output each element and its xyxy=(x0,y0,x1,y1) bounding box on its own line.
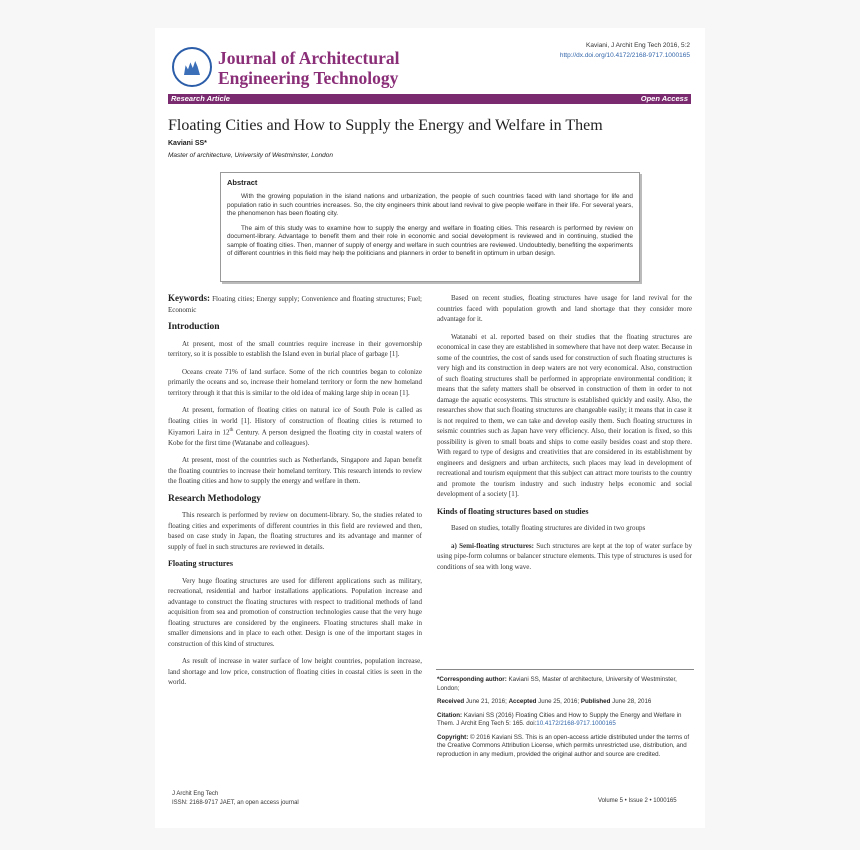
corresponding-author: *Corresponding author: Kaviani SS, Master of architecture, University of Westminster, London; xyxy=(437,676,677,692)
article-type-label: Research Article xyxy=(171,94,230,103)
article-dates: Received June 21, 2016; Accepted June 25, 2016; Published June 28, 2016 xyxy=(437,698,652,705)
doi-link[interactable]: http://dx.doi.org/10.4172/2168-9717.1000165 xyxy=(559,52,690,59)
section-heading-introduction: Introduction xyxy=(168,322,220,332)
footer-issn: ISSN: 2168-9717 JAET, an open access journal xyxy=(172,800,299,806)
citation-text: Kaviani, J Archit Eng Tech 2016, 5:2 xyxy=(586,42,690,49)
footer-journal: J Archit Eng Tech xyxy=(172,791,219,797)
footer-right: Volume 5 • Issue 2 • 1000165 xyxy=(598,798,677,804)
author-affiliation: Master of architecture, University of Westminster, London xyxy=(168,152,333,159)
keywords-label: Keywords: xyxy=(168,293,210,303)
intro-paragraph-4: At present, most of the countries such as Netherlands, Singapore and Japan benefit the floating countries to increase their homeland territory. This research intends to review the floating cities and how to supply the energy and welfare in them. xyxy=(168,456,422,486)
open-access-label: Open Access xyxy=(640,94,688,103)
citation-header xyxy=(560,41,690,61)
article-type-bar xyxy=(168,94,691,104)
left-column xyxy=(168,293,422,695)
journal-title xyxy=(218,48,399,88)
journal-title-line1: Journal of Architectural xyxy=(218,48,400,68)
correspondence-divider xyxy=(436,669,694,670)
right-column xyxy=(437,293,692,579)
subsection-heading-kinds: Kinds of floating structures based on studies xyxy=(437,506,589,516)
abstract-heading: Abstract xyxy=(227,178,258,187)
keywords xyxy=(168,293,422,315)
keywords-text: Floating cities; Energy supply; Convenience and floating structures; Fuel; Economic xyxy=(168,295,422,314)
right-paragraph-2: Watanabi et al. reported based on their studies that the floating structures are economical in case they are established in somewhere that have not deep water. Because in some of the countries, the cost of sands used for construction of such floating structures is very high and its construction in deep waters are not very economical. Also, construction of such floating structures shall be performed in appropriate environmental condition; it means that the safety matters shall be observed in construction of them in order to not damage the aquatic ecosystems. This structure is established quickly and easily. Also, the researches show that such floating structures are changeable easily; it means that in case it is not required to them, we can take and develop easily them. Such floating structures in seismic countries such as Japan have very efficiency. Also, their location is fixed, so this possibility is given to small boats and ships to come easily besides coast and stop there. With regard to type of designs and creativities that are considered in its establishment by engineers and designers and urban architects, such places may lead in development of recreational and tourism equipment that this subject can attract more tourists to the country and promote the tourism industry and such industry helps economic and social development of a society [1]. xyxy=(437,332,692,498)
semi-floating-label: a) Semi-floating structures: xyxy=(451,541,534,550)
author-name: Kaviani SS* xyxy=(168,140,207,147)
floating-structures-paragraph-2: As result of increase in water surface of low height countries, population increase, land shortage and low price, construction of floating cities in coastal cities is seen in the world. xyxy=(168,657,422,687)
correspondence-block xyxy=(437,676,694,759)
article-title: Floating Cities and How to Supply the Energy and Welfare in Them xyxy=(168,117,603,134)
citation-doi-link[interactable]: 10.4172/2168-9717.1000165 xyxy=(536,720,616,727)
citation-block: Citation: Kaviani SS (2016) Floating Cities and How to Supply the Energy and Welfare in Them. J Archit Eng Tech 5: 165. doi:10.4172/2168-9717.1000165 xyxy=(437,711,682,727)
intro-paragraph-3: At present, formation of floating cities on natural ice of South Pole is called as floating cities in world [1]. History of construction of floating cities is returned to Kiyamori Laira in 12th Century. A person designed the floating city in coastal waters of Kobe for the first time (Watanabe and colleagues). xyxy=(168,406,422,447)
semi-floating-paragraph: a) Semi-floating structures: Such structures are kept at the top of water surface by using pipe-form columns or balancer structure elements. This type of structures is used for conditions of sea with long wave. xyxy=(437,541,692,571)
abstract-box xyxy=(220,172,640,282)
footer-left xyxy=(172,790,299,808)
right-paragraph-1: Based on recent studies, floating structures have usage for land revival for the countries faced with population growth and land shortage that they consider more advantage for it. xyxy=(437,294,692,323)
abstract-paragraph-2: The aim of this study was to examine how to supply the energy and welfare in floating cities. This research is performed by review on document-library. Advantage to benefit them and their role in economic and social development is reviewed and in continuing, studied the sample of floating cities. Then, manner of supply of energy and welfare in such countries are reviewed. Undoubtedly, benefiting the experiments of different countries in this field may help the politicians and planners in order to benefit in optimum in urban design. xyxy=(227,225,633,258)
journal-title-line2: Engineering Technology xyxy=(218,68,399,88)
kinds-paragraph: Based on studies, totally floating structures are divided in two groups xyxy=(451,524,646,532)
copyright-block: Copyright: © 2016 Kaviani SS. This is an open-access article distributed under the terms of the Creative Commons Attribution License, which permits unrestricted use, distribution, and reproduction in any medium, provided the original author and source are credited. xyxy=(437,733,690,758)
subsection-heading-floating-structures: Floating structures xyxy=(168,559,233,569)
abstract-paragraph-1: With the growing population in the island nations and urbanization, the people of such countries faced with land shortage for life and population ratio in such countries increases. So, the city engineers think about land revival to give people welfare in their life. For several years, the phenomenon has been floating city. xyxy=(227,193,633,217)
methodology-paragraph: This research is performed by review on document-library. So, the studies related to floating cities and experiments of different countries in this field are reviewed and then, based on case study in Japan, the floating structures and its advantage and manner of supply of fuel in such structures are reviewed in details. xyxy=(168,511,422,551)
journal-logo-icon xyxy=(172,47,212,87)
intro-paragraph-1: At present, most of the small countries require increase in their governorship territory, so it is possible to establish the Island even in burial place of garbage [1]. xyxy=(168,339,422,358)
intro-paragraph-2: Oceans create 71% of land surface. Some of the rich countries began to colonize primarily the oceans and so, increase their homeland territory or form the new homeland territory through it that this is similar to the old idea of making large ship in ocean [1]. xyxy=(168,367,422,397)
section-heading-research-methodology: Research Methodology xyxy=(168,493,261,504)
floating-structures-paragraph-1: Very huge floating structures are used for different applications such as military, recreational, residential and harbor installations applications. Population increase and advantage to construct the floating structures with respect to traditional methods of land acquisition from sea and promotion of construction technologies cause that the very huge floating structures are considered by the engineers. Floating structures shall make in smaller dimensions and in place to each other. Design is one of the important stages in construction of this kind of structures. xyxy=(168,576,422,648)
